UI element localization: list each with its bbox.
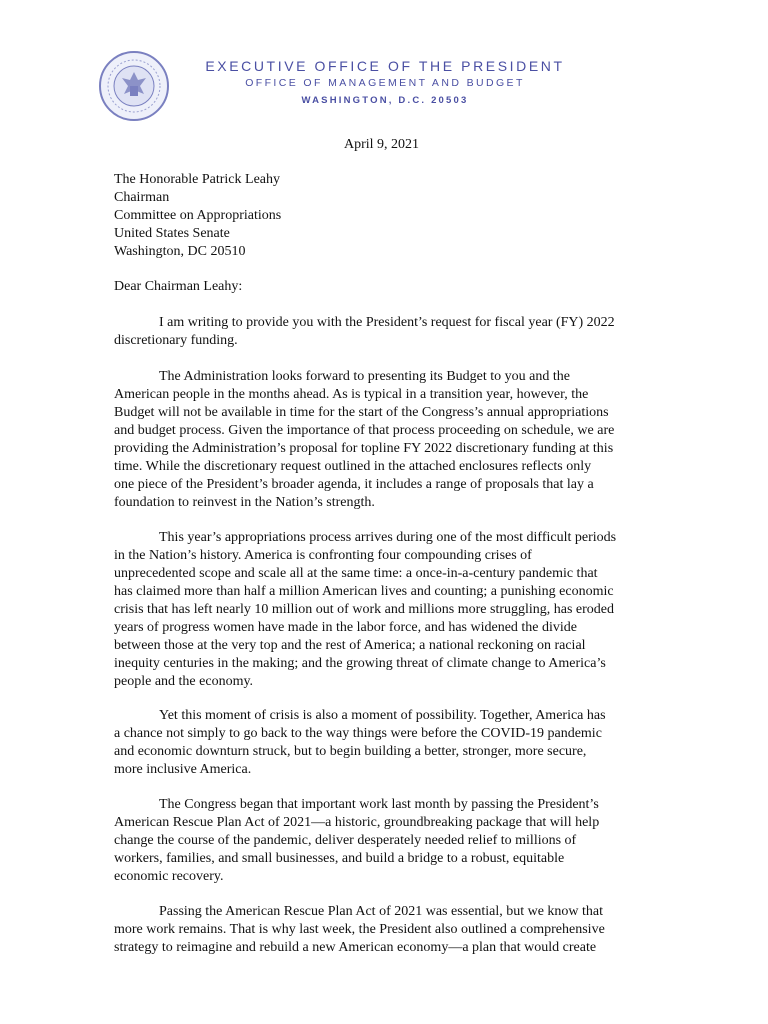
body-paragraph <box>114 796 674 886</box>
paragraph-line: The Congress began that important work last month by passing the President’s <box>159 797 599 812</box>
paragraph-line: has claimed more than half a million American lives and counting; a punishing economic <box>114 584 614 599</box>
body-paragraph <box>114 707 674 779</box>
paragraph-line: The Administration looks forward to presenting its Budget to you and the <box>159 369 570 384</box>
letterhead-location: WASHINGTON, D.C. 20503 <box>301 95 469 106</box>
paragraph-line: time. While the discretionary request outlined in the attached enclosures reflects only <box>114 459 592 474</box>
salutation: Dear Chairman Leahy: <box>114 279 243 294</box>
letter-date: April 9, 2021 <box>344 137 420 152</box>
body-paragraph <box>114 368 674 512</box>
paragraph-line: economic recovery. <box>114 869 224 884</box>
paragraph-line: discretionary funding. <box>114 333 238 348</box>
letterhead-office: EXECUTIVE OFFICE OF THE PRESIDENT <box>205 58 565 74</box>
paragraph-line: a chance not simply to go back to the way things were before the COVID-19 pandemic <box>114 726 602 741</box>
address-line: Committee on Appropriations <box>114 208 282 223</box>
paragraph-line: American Rescue Plan Act of 2021—a historic, groundbreaking package that will help <box>114 815 600 830</box>
paragraph-line: strategy to reimagine and rebuild a new American economy—a plan that would create <box>114 940 597 955</box>
paragraph-line: Yet this moment of crisis is also a moment of possibility. Together, America has <box>159 708 606 723</box>
paragraph-line: American people in the months ahead. As is typical in a transition year, however, the <box>114 387 589 402</box>
paragraph-line: Passing the American Rescue Plan Act of 2021 was essential, but we know that <box>159 904 604 919</box>
paragraph-line: foundation to reinvest in the Nation’s strength. <box>114 495 375 510</box>
paragraph-line: years of progress women have made in the labor force, and has widened the divide <box>114 620 578 635</box>
paragraph-line: and budget process. Given the importance of that process proceeding on schedule, we are <box>114 423 615 438</box>
recipient-address <box>114 171 281 261</box>
paragraph-line: providing the Administration’s proposal for topline FY 2022 discretionary funding at this <box>114 441 614 456</box>
letterhead-sub-office: OFFICE OF MANAGEMENT AND BUDGET <box>245 77 525 89</box>
body-paragraph <box>114 903 674 957</box>
address-line: Chairman <box>114 190 170 205</box>
address-line: The Honorable Patrick Leahy <box>114 172 280 187</box>
paragraph-line: more work remains. That is why last week, the President also outlined a comprehensive <box>114 922 605 937</box>
presidential-seal-icon <box>98 50 170 122</box>
address-line: United States Senate <box>114 226 230 241</box>
paragraph-line: change the course of the pandemic, deliver desperately needed relief to millions of <box>114 833 577 848</box>
paragraph-line: and economic downturn struck, but to begin building a better, stronger, more secure, <box>114 744 587 759</box>
paragraph-line: in the Nation’s history. America is confronting four compounding crises of <box>114 548 532 563</box>
paragraph-line: inequity centuries in the making; and the growing threat of climate change to America’s <box>114 656 606 671</box>
paragraph-line: between those at the very top and the rest of America; a national reckoning on racial <box>114 638 586 653</box>
paragraph-line: workers, families, and small businesses, and build a bridge to a robust, equitable <box>114 851 565 866</box>
paragraph-line: unprecedented scope and scale all at the same time: a once-in-a-century pandemic that <box>114 566 598 581</box>
paragraph-line: This year’s appropriations process arrives during one of the most difficult periods <box>159 530 617 545</box>
paragraph-line: one piece of the President’s broader agenda, it includes a range of proposals that lay a <box>114 477 594 492</box>
body-paragraph <box>114 314 674 350</box>
paragraph-line: more inclusive America. <box>114 762 252 777</box>
address-line: Washington, DC 20510 <box>114 244 246 259</box>
body-paragraph <box>114 529 674 691</box>
paragraph-line: crisis that has left nearly 10 million out of work and millions more struggling, has eroded <box>114 602 615 617</box>
paragraph-line: Budget will not be available in time for the start of the Congress’s annual appropriations <box>114 405 609 420</box>
paragraph-line: people and the economy. <box>114 674 254 689</box>
paragraph-line: I am writing to provide you with the President’s request for fiscal year (FY) 2022 <box>159 315 615 330</box>
